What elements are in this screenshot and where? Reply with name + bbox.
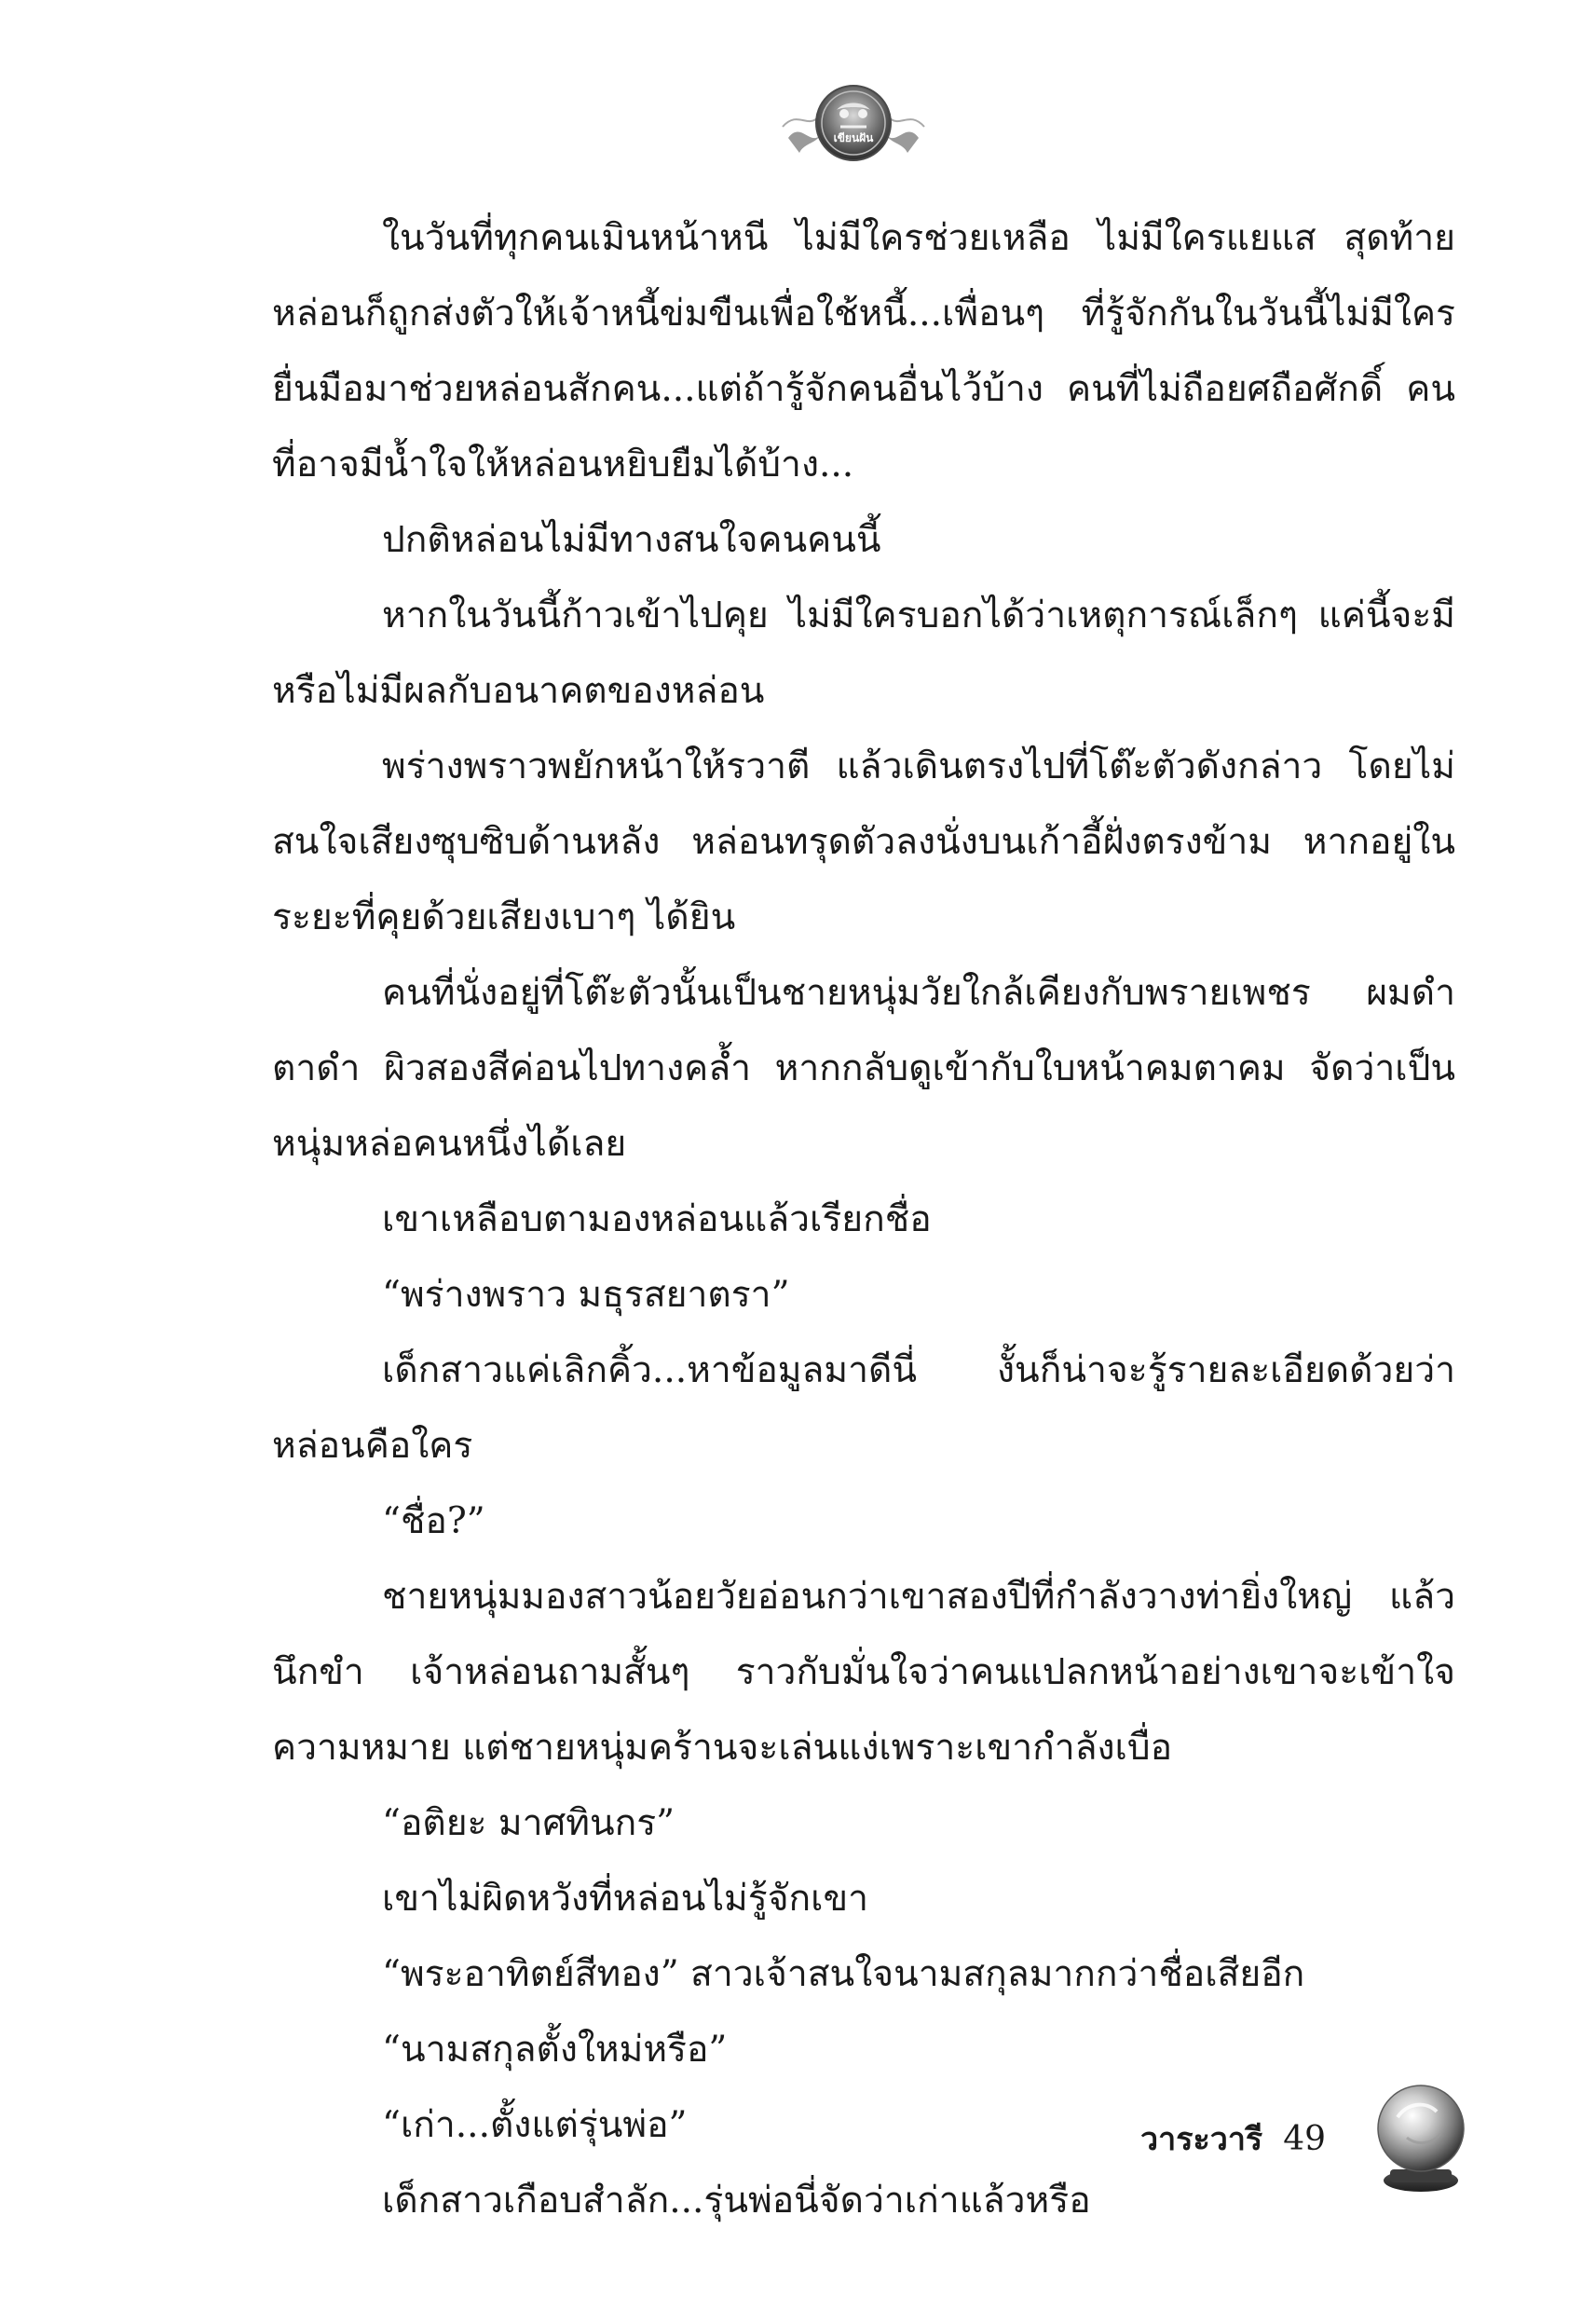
paragraph: หากในวันนี้ก้าวเข้าไปคุย ไม่มีใครบอกได้ว่าเหตุการณ์เล็กๆ แค่นี้จะมีหรือไม่มีผลกับอนาคตของหล่อน <box>272 595 1455 712</box>
paragraph: “นามสกุลตั้งใหม่หรือ” <box>382 2029 728 2071</box>
page-footer <box>1140 2113 1326 2164</box>
book-title: วาระวารี <box>1140 2121 1263 2158</box>
paragraph: คนที่นั่งอยู่ที่โต๊ะตัวนั้นเป็นชายหนุ่มวัยใกล้เคียงกับพรายเพชร ผมดำ ตาดำ ผิวสองสีค่อนไปทางคล้ำ หากกลับดูเข้ากับใบหน้าคมตาคม จัดว่าเป็นหนุ่มหล่อคนหนึ่งได้เลย <box>272 972 1455 1165</box>
paragraph: พร่างพราวพยักหน้าให้รวาตี แล้วเดินตรงไปที่โต๊ะตัวดังกล่าว โดยไม่สนใจเสียงซุบซิบด้านหลัง หล่อนทรุดตัวลงนั่งบนเก้าอี้ฝั่งตรงข้าม หากอยู่ในระยะที่คุยด้วยเสียงเบาๆ ได้ยิน <box>272 745 1455 938</box>
paragraph: เด็กสาวเกือบสำลัก...รุ่นพ่อนี่จัดว่าเก่าแล้วหรือ <box>382 2180 1091 2222</box>
crystal-ball-icon <box>1370 2080 1472 2195</box>
paragraph: ในวันที่ทุกคนเมินหน้าหนี ไม่มีใครช่วยเหลือ ไม่มีใครแยแส สุดท้ายหล่อนก็ถูกส่งตัวให้เจ้าหนี้ข่มขืนเพื่อใช้หนี้...เพื่อนๆ ที่รู้จักกันในวันนี้ไม่มีใครยื่นมือมาช่วยหล่อนสักคน...แต่ถ้ารู้จักคนอื่นไว้บ้าง คนที่ไม่ถือยศถือศักดิ์ คนที่อาจมีน้ำใจให้หล่อนหยิบยืมได้บ้าง... <box>272 217 1455 485</box>
emblem-label: เขียนฝัน <box>833 131 874 144</box>
main-text <box>272 200 1455 2238</box>
paragraph: ชายหนุ่มมองสาวน้อยวัยอ่อนกว่าเขาสองปีที่กำลังวางท่ายิ่งใหญ่ แล้วนึกขำ เจ้าหล่อนถามสั้นๆ ราวกับมั่นใจว่าคนแปลกหน้าอย่างเขาจะเข้าใจความหมาย แต่ชายหนุ่มคร้านจะเล่นแง่เพราะเขากำลังเบื่อ <box>272 1576 1455 1769</box>
paragraph: “อติยะ มาศทินกร” <box>382 1802 675 1844</box>
paragraph: “ชื่อ?” <box>382 1500 485 1542</box>
paragraph: เด็กสาวแค่เลิกคิ้ว...หาข้อมูลมาดีนี่ งั้นก็น่าจะรู้รายละเอียดด้วยว่าหล่อนคือใคร <box>272 1349 1455 1467</box>
paragraph: “เก่า...ตั้งแต่รุ่นพ่อ” <box>382 2104 688 2146</box>
paragraph: ปกติหล่อนไม่มีทางสนใจคนคนนี้ <box>382 519 881 561</box>
page-number: 49 <box>1283 2119 1326 2158</box>
paragraph: เขาไม่ผิดหวังที่หล่อนไม่รู้จักเขา <box>382 1878 869 1920</box>
paragraph: “พระอาทิตย์สีทอง” สาวเจ้าสนใจนามสกุลมากกว่าชื่อเสียอีก <box>382 1953 1305 1995</box>
paragraph: “พร่างพราว มธุรสยาตรา” <box>382 1274 790 1316</box>
ornamental-emblem-icon <box>779 73 928 173</box>
paragraph: เขาเหลือบตามองหล่อนแล้วเรียกชื่อ <box>382 1198 932 1240</box>
